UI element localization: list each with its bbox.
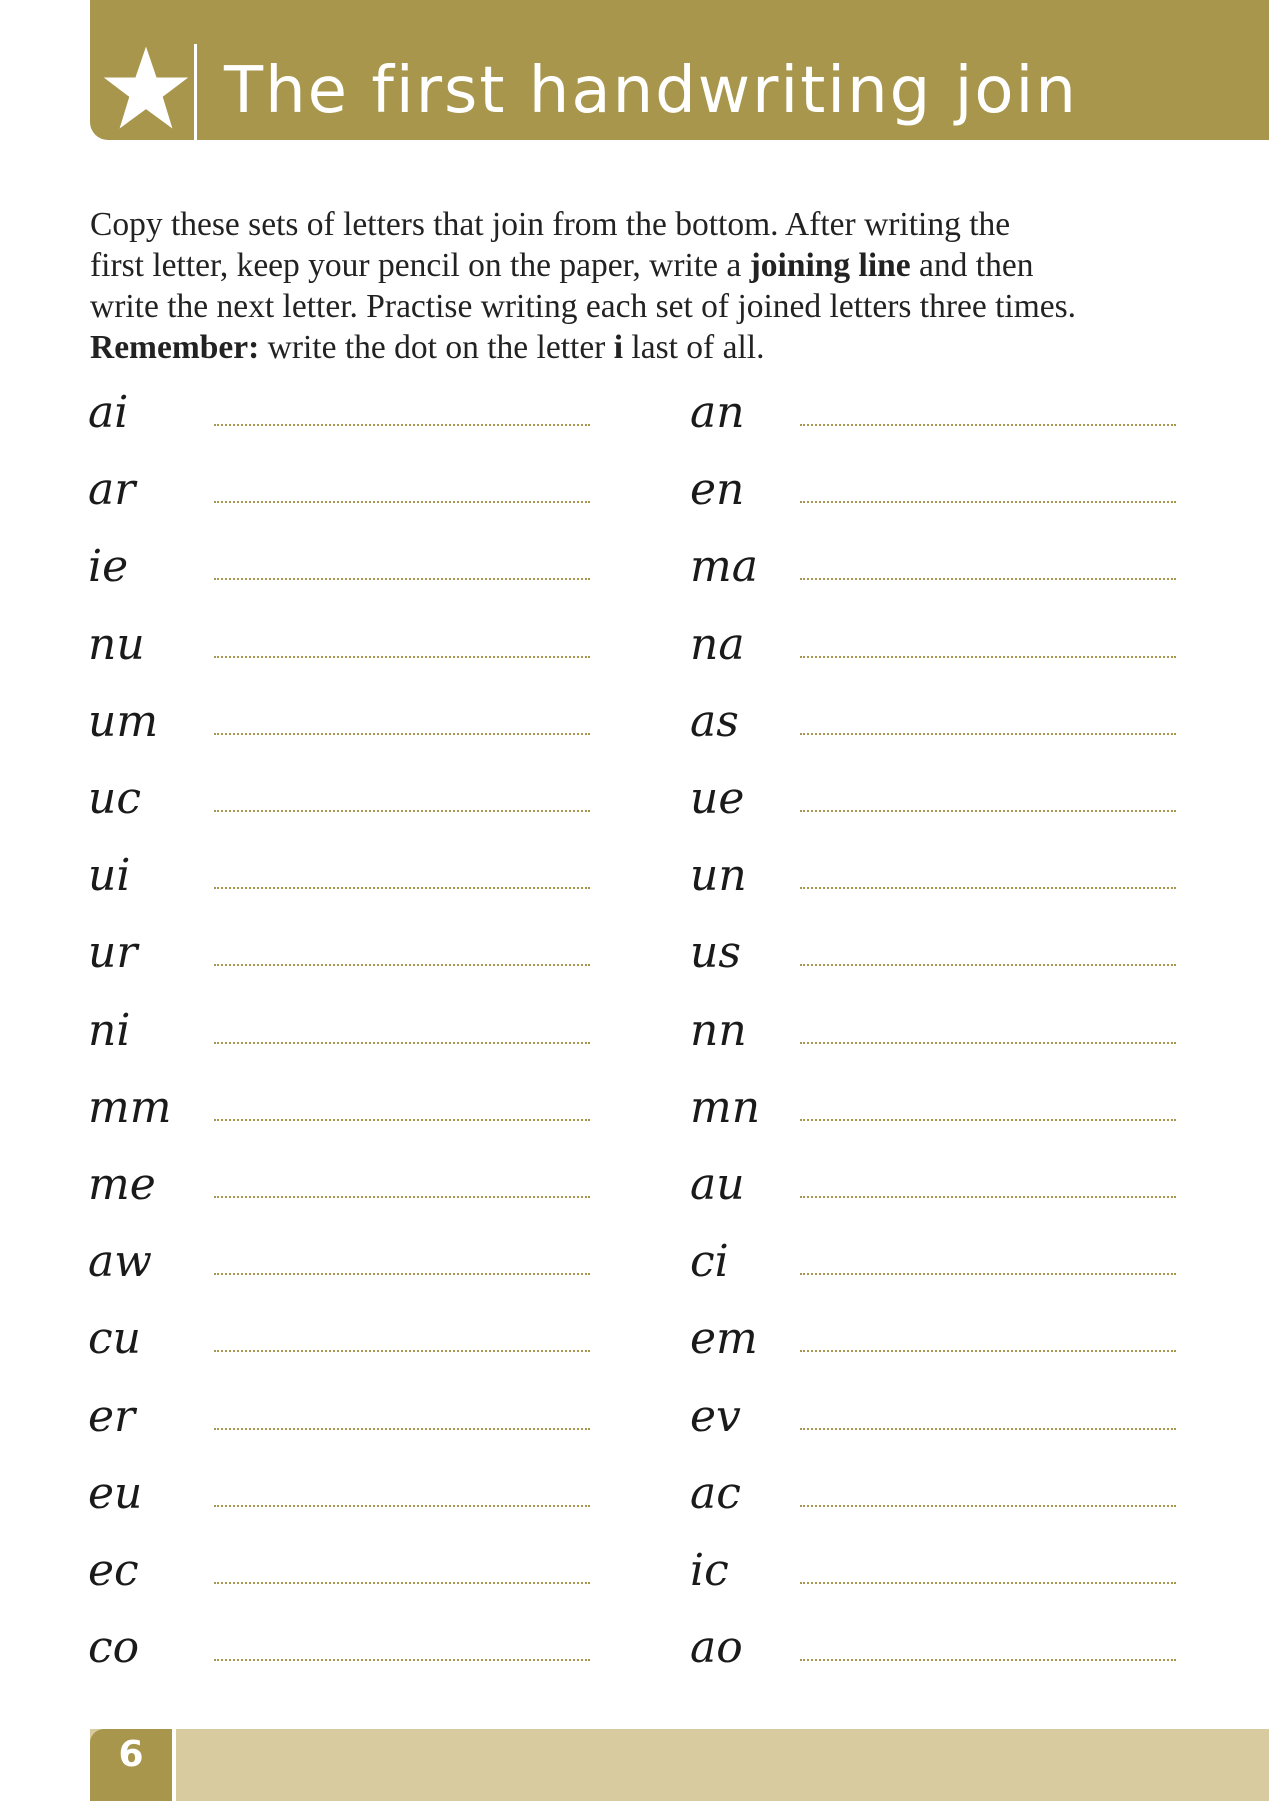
writing-line[interactable] bbox=[214, 1350, 590, 1352]
writing-line[interactable] bbox=[800, 1350, 1176, 1352]
writing-line[interactable] bbox=[800, 1273, 1176, 1275]
letter-pair: uc bbox=[88, 773, 141, 824]
writing-line[interactable] bbox=[800, 1582, 1176, 1584]
letter-pair: nn bbox=[690, 1004, 747, 1056]
letter-pair: ie bbox=[88, 541, 129, 593]
letter-pair: en bbox=[690, 464, 745, 516]
instruction-line-4: Remember: write the dot on the letter i last of all. bbox=[90, 329, 765, 366]
letter-pair: em bbox=[690, 1313, 758, 1365]
writing-line[interactable] bbox=[800, 578, 1176, 580]
writing-line[interactable] bbox=[800, 810, 1176, 812]
letter-pair: nu bbox=[88, 618, 145, 670]
letter-pair: ev bbox=[690, 1390, 741, 1442]
instruction-line-3: write the next letter. Practise writing each set of joined letters three times. bbox=[90, 288, 1077, 325]
title-banner bbox=[90, 0, 1269, 140]
writing-line[interactable] bbox=[800, 1505, 1176, 1507]
letter-pair: us bbox=[690, 927, 741, 979]
writing-line[interactable] bbox=[214, 1196, 590, 1198]
letter-pair: ur bbox=[88, 927, 138, 979]
writing-line[interactable] bbox=[800, 501, 1176, 503]
letter-pair: mn bbox=[690, 1081, 761, 1133]
writing-line[interactable] bbox=[214, 1273, 590, 1275]
letter-pair: ac bbox=[690, 1467, 741, 1519]
letter-pair: ic bbox=[690, 1545, 729, 1596]
letter-pair: an bbox=[690, 387, 745, 438]
letter-pair: ue bbox=[690, 773, 745, 824]
instructions bbox=[90, 204, 1190, 368]
letter-pair: ui bbox=[88, 850, 131, 902]
banner-divider bbox=[194, 44, 197, 140]
page-title: The first handwriting join bbox=[224, 54, 1078, 128]
writing-line[interactable] bbox=[800, 1196, 1176, 1198]
page-number: 6 bbox=[118, 1734, 144, 1775]
star-icon bbox=[102, 44, 190, 132]
letter-pair: ma bbox=[690, 541, 758, 593]
writing-line[interactable] bbox=[214, 1428, 590, 1430]
writing-line[interactable] bbox=[800, 1428, 1176, 1430]
writing-line[interactable] bbox=[214, 501, 590, 503]
writing-line[interactable] bbox=[214, 656, 590, 658]
writing-line[interactable] bbox=[214, 1659, 590, 1661]
letter-pair: mm bbox=[88, 1081, 172, 1133]
writing-line[interactable] bbox=[800, 424, 1176, 426]
writing-line[interactable] bbox=[800, 887, 1176, 889]
writing-line[interactable] bbox=[214, 810, 590, 812]
letter-pair: co bbox=[88, 1622, 140, 1674]
letter-pair: au bbox=[690, 1159, 745, 1210]
letter-pair: eu bbox=[88, 1467, 143, 1519]
letter-pair: ni bbox=[88, 1004, 131, 1056]
writing-line[interactable] bbox=[214, 887, 590, 889]
letter-pair: ci bbox=[690, 1236, 729, 1288]
writing-line[interactable] bbox=[214, 1119, 590, 1121]
instruction-line-2: first letter, keep your pencil on the paper, write a joining line and then bbox=[90, 247, 1034, 284]
letter-pair: ao bbox=[690, 1622, 743, 1674]
letter-pair: un bbox=[690, 850, 747, 902]
writing-line[interactable] bbox=[800, 733, 1176, 735]
letter-pair: er bbox=[88, 1390, 136, 1442]
instruction-line-1: Copy these sets of letters that join from the bottom. After writing the bbox=[90, 206, 1011, 243]
writing-line[interactable] bbox=[214, 1042, 590, 1044]
writing-line[interactable] bbox=[214, 578, 590, 580]
letter-pair: ai bbox=[88, 387, 129, 438]
letter-pair: aw bbox=[88, 1236, 152, 1288]
letter-pair: me bbox=[88, 1159, 156, 1210]
letter-pair: um bbox=[88, 695, 159, 747]
writing-line[interactable] bbox=[214, 424, 590, 426]
writing-line[interactable] bbox=[800, 1659, 1176, 1661]
letter-pair: cu bbox=[88, 1313, 141, 1365]
writing-line[interactable] bbox=[800, 1042, 1176, 1044]
writing-line[interactable] bbox=[214, 964, 590, 966]
letter-pair: ec bbox=[88, 1545, 139, 1596]
writing-line[interactable] bbox=[800, 656, 1176, 658]
footer-band bbox=[90, 1729, 1269, 1801]
writing-line[interactable] bbox=[214, 1505, 590, 1507]
writing-line[interactable] bbox=[800, 1119, 1176, 1121]
footer-divider bbox=[172, 1729, 176, 1801]
letter-pair: as bbox=[690, 695, 739, 747]
writing-line[interactable] bbox=[214, 733, 590, 735]
writing-line[interactable] bbox=[800, 964, 1176, 966]
letter-pair: na bbox=[690, 618, 745, 670]
letter-pair: ar bbox=[88, 464, 136, 516]
writing-line[interactable] bbox=[214, 1582, 590, 1584]
